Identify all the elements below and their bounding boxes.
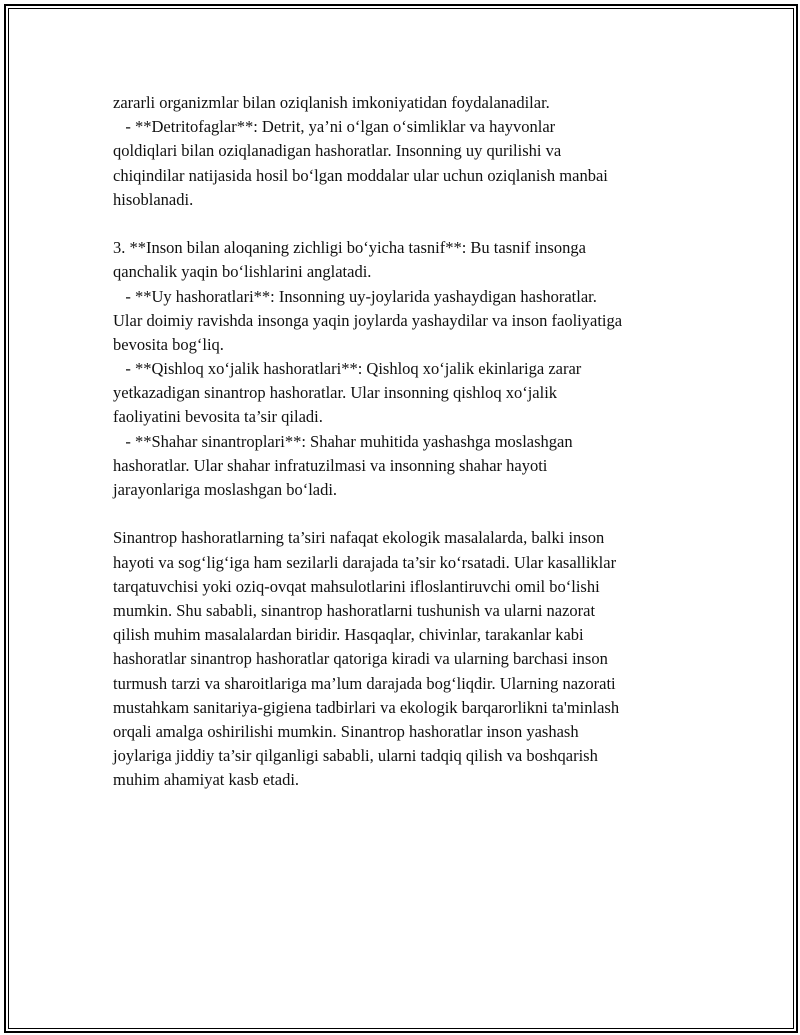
paragraph-conclusion [113, 526, 713, 792]
text-line: Ular doimiy ravishda insonga yaqin joylarda yashaydilar va inson faoliyatiga [113, 310, 623, 330]
text-line: qoldiqlari bilan oziqlanadigan hashoratlar. Insonning uy qurilishi va [113, 141, 562, 161]
text-line: faoliyatini bevosita ta’sir qiladi. [113, 407, 323, 427]
text-line: hisoblanadi. [113, 189, 194, 209]
document-body [113, 91, 713, 792]
text-line: mustahkam sanitariya-gigiena tadbirlari va ekologik barqarorlikni ta'minlash [113, 697, 620, 717]
text-line: jarayonlariga moslashgan bo‘ladi. [113, 480, 338, 499]
paragraph-spacer [113, 212, 713, 236]
text-line: hayoti va sog‘lig‘iga ham sezilarli darajada ta’sir ko‘rsatadi. Ular kasalliklar [113, 552, 617, 572]
text-line: tarqatuvchisi yoki oziq-ovqat mahsulotlarini ifloslantiruvchi omil bo‘lishi [113, 576, 600, 596]
text-line: chiqindilar natijasida hosil bo‘lgan moddalar ular uchun oziqlanish manbai [113, 165, 608, 185]
text-line: mumkin. Shu sababli, sinantrop hashoratlarni tushunish va ularni nazorat [113, 600, 596, 620]
text-line: - **Shahar sinantroplari**: Shahar muhitida yashashga moslashgan [113, 431, 573, 451]
text-line: turmush tarzi va sharoitlariga ma’lum darajada bog‘liqdir. Ularning nazorati [113, 673, 616, 693]
text-line: joylariga jiddiy ta’sir qilganligi sababli, ularni tadqiq qilish va boshqarish [113, 746, 598, 766]
text-line: muhim ahamiyat kasb etadi. [113, 770, 300, 790]
paragraph-spacer [113, 502, 713, 526]
text-line: hashoratlar. Ular shahar infratuzilmasi va insonning shahar hayoti [113, 455, 548, 475]
text-line: qilish muhim masalalardan biridir. Hasqaqlar, chivinlar, tarakanlar kabi [113, 625, 584, 645]
text-line: - **Qishloq xo‘jalik hashoratlari**: Qishloq xo‘jalik ekinlariga zarar [113, 359, 582, 379]
text-line: qanchalik yaqin bo‘lishlarini anglatadi. [113, 262, 372, 282]
text-line: bevosita bog‘liq. [113, 334, 224, 354]
text-line: - **Uy hashoratlari**: Insonning uy-joylarida yashaydigan hashoratlar. [113, 286, 597, 306]
text-line: - **Detritofaglar**: Detrit, ya’ni o‘lgan o‘simliklar va hayvonlar [113, 117, 556, 137]
text-line: Sinantrop hashoratlarning ta’siri nafaqat ekologik masalalarda, balki inson [113, 528, 605, 548]
text-line: 3. **Inson bilan aloqaning zichligi bo‘yicha tasnif**: Bu tasnif insonga [113, 238, 586, 258]
text-line: orqali amalga oshirilishi mumkin. Sinantrop hashoratlar inson yashash [113, 721, 579, 741]
paragraph-classification [113, 236, 713, 502]
paragraph-detritofaglar [113, 91, 713, 212]
text-line: hashoratlar sinantrop hashoratlar qatoriga kiradi va ularning barchasi inson [113, 649, 608, 669]
text-line: yetkazadigan sinantrop hashoratlar. Ular insonning qishloq xo‘jalik [113, 383, 558, 403]
text-line: zararli organizmlar bilan oziqlanish imkoniyatidan foydalanadilar. [113, 93, 550, 112]
